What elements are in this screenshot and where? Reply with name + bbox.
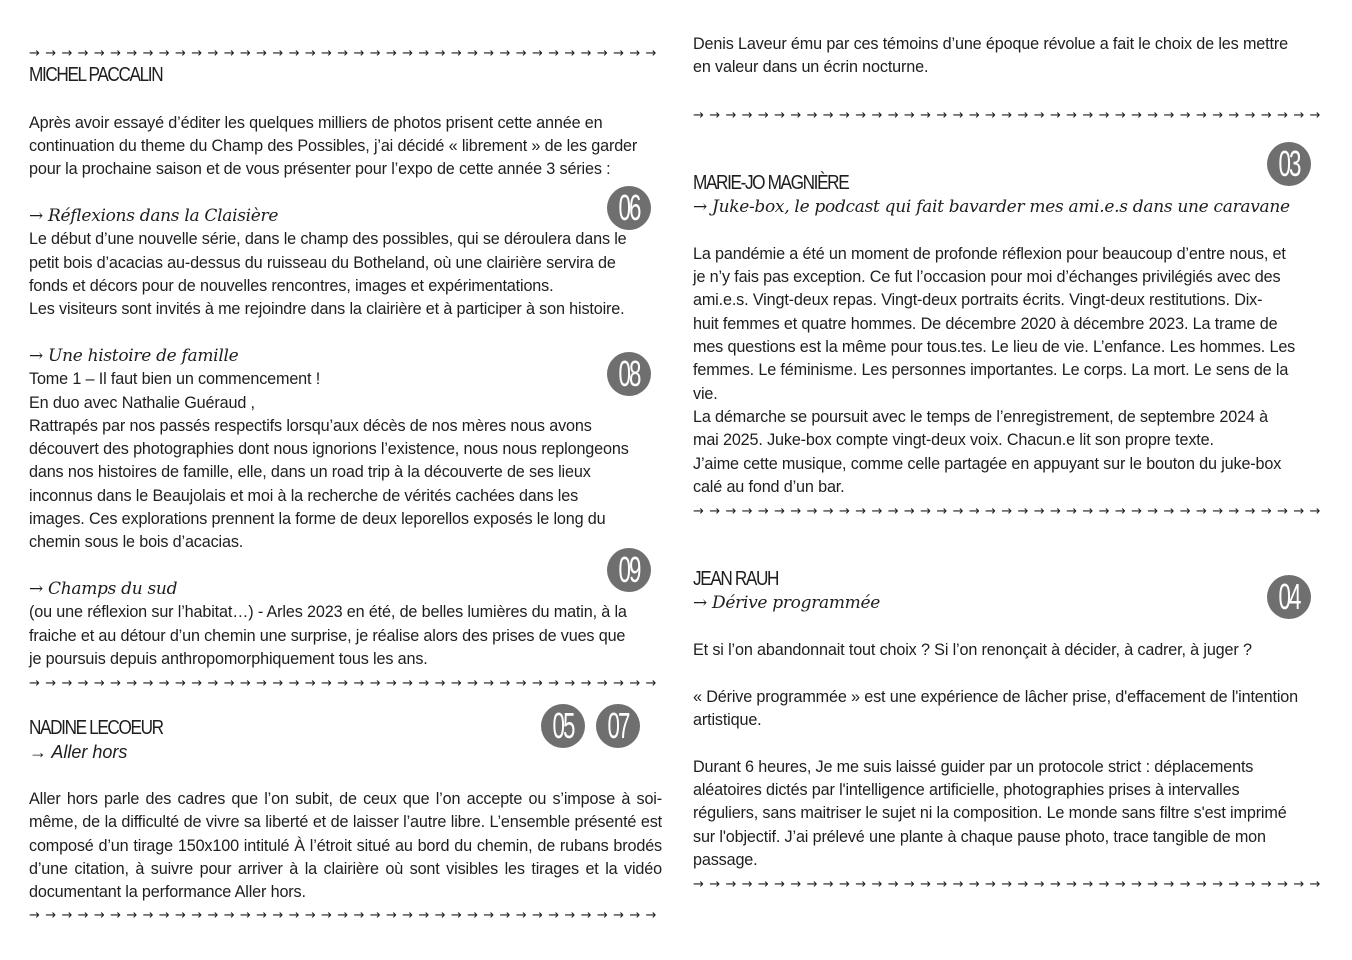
body-line: calé au fond d’un bar.	[693, 478, 845, 496]
series-title-derive: → Dérive programmée	[693, 593, 881, 613]
body-line: fraiche et au détour d’un chemin une surprise, je réalise alors des prises de vues que	[29, 627, 626, 645]
body-line: images. Ces explorations prennent la forme de deux leporellos exposés le long du	[29, 510, 606, 528]
body-line: découvert des photographies dont nous ignorions l’existence, nous nous replongeons	[29, 440, 629, 458]
series-title-champs: → Champs du sud	[29, 579, 178, 599]
body-line: je poursuis depuis anthropomorphiquement tous les ans.	[29, 650, 428, 668]
body-line: mes questions est la même pour tous.tes. Le lieu de vie. L’enfance. Les hommes. Les	[693, 338, 1296, 356]
map-number-badge: 06	[607, 186, 651, 230]
body-line: Denis Laveur ému par ces témoins d’une époque révolue a fait le choix de les mettre	[693, 35, 1288, 53]
arrow-divider: → → → → → → → → → → → → → → → → → → → → → → → → → → → → → → → → → → → → → → →	[693, 108, 1322, 123]
artist-name-michel: MICHEL PACCALIN	[29, 64, 163, 86]
body-line: dans nos histoires de famille, elle, dans un road trip à la découverte de ses lieux	[29, 463, 591, 481]
map-number-badge: 05	[541, 704, 585, 748]
artist-name-mariejo: MARIE-JO MAGNIÈRE	[693, 172, 849, 194]
body-line: Tome 1 – Il faut bien un commencement !	[29, 370, 321, 388]
body-line: « Dérive programmée » est une expérience de lâcher prise, d'effacement de l'intention	[693, 688, 1299, 706]
nadine-description: Aller hors parle des cadres que l’on subit, de ceux que l’on accepte ou s’impose à soi-même, de la difficulté de vivre sa liberté et de laisser l’autre libre. L’ensemble présenté est composé d’un tirage 150x100 intitulé À l’étroit situé au bord du chemin, de rubans brodés d’une citation, à suivre pour arriver à la clairière où sont visibles les tirages et la vidéo documentant la performance Aller hors.	[29, 790, 662, 902]
body-line: en valeur dans un écrin nocturne.	[693, 58, 929, 76]
body-line: Durant 6 heures, Je me suis laissé guider par un protocole strict : déplacements	[693, 758, 1254, 776]
arrow-divider: → → → → → → → → → → → → → → → → → → → → → → → → → → → → → → → → → → → → → → →	[29, 676, 658, 691]
body-line: inconnus dans le Beaujolais et moi à la recherche de vérités cachées dans les	[29, 487, 579, 505]
intro-line: Après avoir essayé d’éditer les quelques milliers de photos prisent cette année en	[29, 114, 603, 132]
arrow-divider: → → → → → → → → → → → → → → → → → → → → → → → → → → → → → → → → → → → → → → →	[29, 46, 658, 61]
body-line: (ou une réflexion sur l’habitat…) - Arles 2023 en été, de belles lumières du matin, à la	[29, 603, 627, 621]
body-line: La pandémie a été un moment de profonde réflexion pour beaucoup d’entre nous, et	[693, 245, 1286, 263]
body-line: La démarche se poursuit avec le temps de l’enregistrement, de septembre 2024 à	[693, 408, 1268, 426]
body-line: artistique.	[693, 711, 762, 729]
body-line: chemin sous le bois d’acacias.	[29, 533, 244, 551]
body-line: aléatoires dictés par l'intelligence artificielle, photographies prises à intervalles	[693, 781, 1240, 799]
body-line: Les visiteurs sont invités à me rejoindre dans la clairière et à participer à son histoire.	[29, 300, 625, 318]
body-line: réguliers, sans maitriser le sujet ni la composition. Le monde sans filtre s'est imprimé	[693, 804, 1287, 822]
arrow-divider: → → → → → → → → → → → → → → → → → → → → → → → → → → → → → → → → → → → → → → →	[693, 877, 1322, 892]
body-line: sur l'objectif. J’ai prélevé une plante à chaque pause photo, trace tangible de mon	[693, 828, 1266, 846]
body-line: vie.	[693, 385, 718, 403]
intro-line: pour la prochaine saison et de vous présenter pour l’expo de cette année 3 séries :	[29, 160, 611, 178]
map-number-badge: 09	[607, 548, 651, 592]
map-number-badge: 08	[607, 352, 651, 396]
map-number-badge: 03	[1267, 142, 1311, 186]
body-line: En duo avec Nathalie Guéraud ,	[29, 394, 255, 412]
body-line: huit femmes et quatre hommes. De décembre 2020 à décembre 2023. La trame de	[693, 315, 1278, 333]
body-line: je n’y fais pas exception. Ce fut l’occasion pour moi d’échanges privilégiés avec des	[693, 268, 1281, 286]
arrow-divider: → → → → → → → → → → → → → → → → → → → → → → → → → → → → → → → → → → → → → → →	[29, 908, 658, 923]
artist-name-nadine: NADINE LECOEUR	[29, 717, 163, 739]
body-line: ami.e.s. Vingt-deux repas. Vingt-deux portraits écrits. Vingt-deux restitutions. Dix-	[693, 291, 1263, 309]
body-line: petit bois d’acacias au-dessus du ruisseau du Botheland, où une clairière servira de	[29, 254, 616, 272]
series-title-juke-box: → Juke-box, le podcast qui fait bavarder mes ami.e.s dans une caravane	[693, 197, 1290, 217]
artist-name-jean: JEAN RAUH	[693, 568, 779, 590]
intro-line: continuation du theme du Champ des Possibles, j’ai décidé « librement » de les garder	[29, 137, 638, 155]
body-line: J’aime cette musique, comme celle partagée en appuyant sur le bouton du juke-box	[693, 455, 1282, 473]
arrow-divider: → → → → → → → → → → → → → → → → → → → → → → → → → → → → → → → → → → → → → → →	[693, 504, 1322, 519]
map-number-badge: 07	[596, 704, 640, 748]
series-title-aller-hors: → Aller hors	[29, 742, 128, 762]
body-line: Et si l’on abandonnait tout choix ? Si l’on renonçait à décider, à cadrer, à juger ?	[693, 641, 1252, 659]
body-line: Rattrapés par nos passés respectifs lorsqu’aux décès de nos mères nous avons	[29, 417, 592, 435]
series-title-reflexions: → Réflexions dans la Claisière	[29, 206, 279, 226]
body-line: fonds et décors pour de nouvelles rencontres, images et expérimentations.	[29, 277, 554, 295]
map-number-badge: 04	[1267, 575, 1311, 619]
series-title-histoire: → Une histoire de famille	[29, 346, 239, 366]
body-line: Le début d’une nouvelle série, dans le champ des possibles, qui se déroulera dans le	[29, 230, 627, 248]
body-line: mai 2025. Juke-box compte vingt-deux voix. Chacun.e lit son propre texte.	[693, 431, 1214, 449]
body-line: passage.	[693, 851, 758, 869]
body-line: femmes. Le féminisme. Les personnes importantes. Le corps. La mort. Le sens de la	[693, 361, 1289, 379]
